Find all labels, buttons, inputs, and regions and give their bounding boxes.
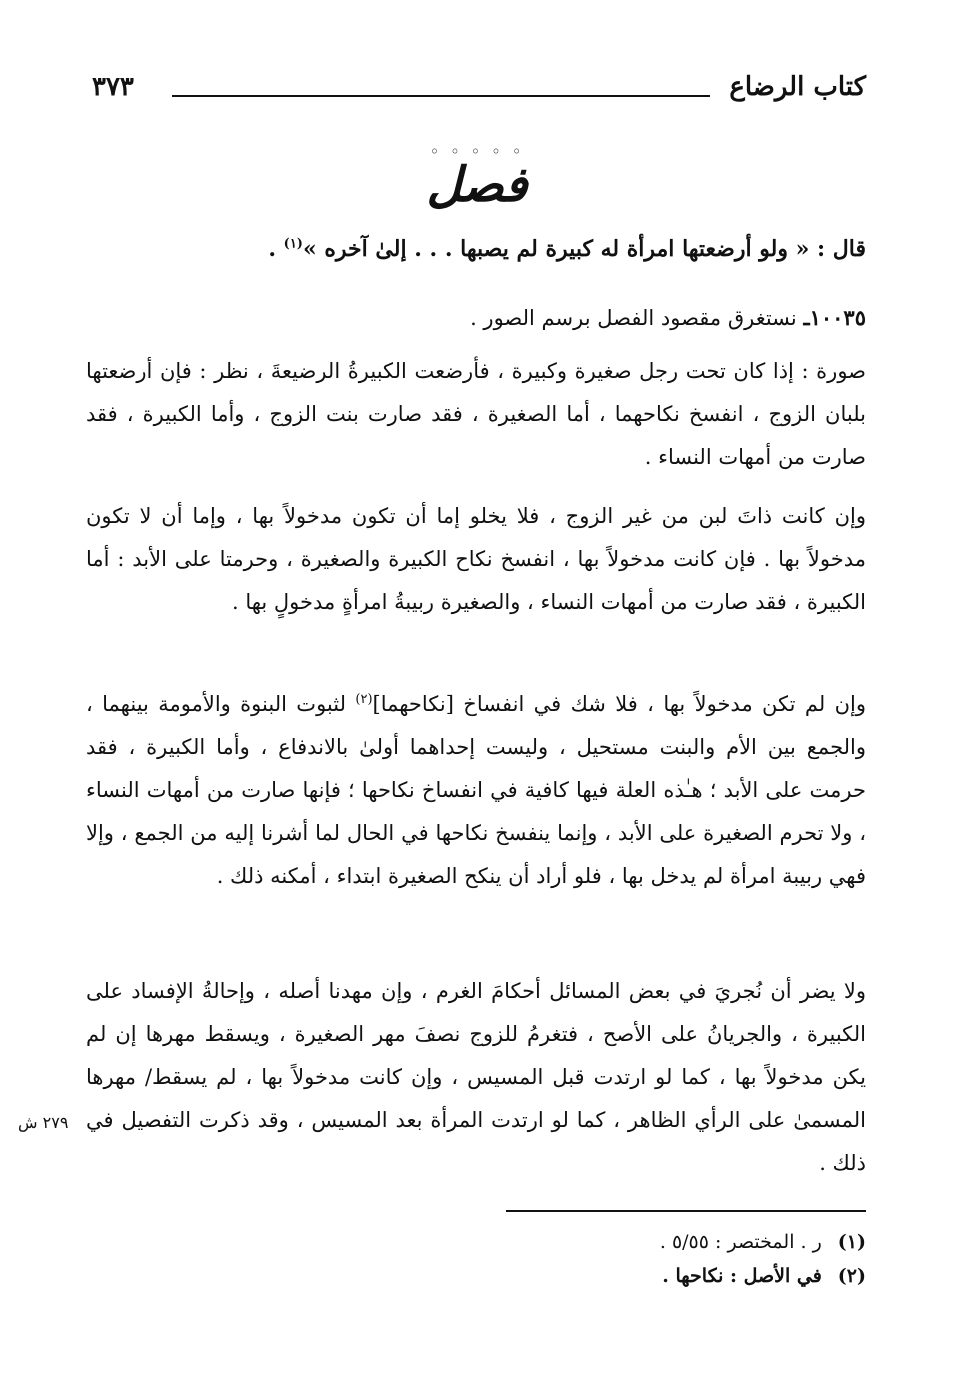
paragraph-3-start: وإن لم تكن مدخولاً بها ، فلا شك في انفساخ [نكاحهما] xyxy=(372,692,866,716)
ornament-dots-icon: ◦ ◦ ◦ ◦ ◦ xyxy=(429,142,525,161)
quote-line xyxy=(86,228,866,271)
paragraph-number: ١٠٠٣٥ـ xyxy=(803,305,866,330)
paragraph-4: ولا يضر أن نُجريَ في بعض المسائل أحكامَ الغرم ، وإن مهدنا أصله ، وإحالةُ الإفساد على الكبيرة ، والجريانُ على الأصح ، فتغرمُ للزوج نصفَ مهر الصغيرة ، ويسقط مهرها إن لم يكن مدخولاً بها ، كما لو ارتدت قبل المسيس ، وإن كانت مدخولاً بها ، لم يسقط/ مهرها المسمىٰ على الرأي الظاهر ، كما لو ارتدت المرأة بعد المسيس ، وقد ذكرت التفصيل في ذلك . xyxy=(86,979,866,1175)
header-rule xyxy=(172,95,710,97)
footnote-ref-1: (١) xyxy=(283,236,303,252)
footnote-number: (١) xyxy=(837,1231,866,1253)
paragraph-3-rest: لثبوت البنوة والأمومة بينهما ، والجمع بين الأم والبنت مستحيل ، وليست إحداهما أولىٰ بالاندفاع ، وأما الكبيرة ، فقد حرمت على الأبد ؛ هـٰذه العلة فيها كافية في انفساخ نكاحها ؛ فإنها صارت من أمهات النساء ، ولا تحرم الصغيرة على الأبد ، وإنما ينفسخ نكاحها في الحال لما أشرنا إليه من الجمع ، وإلا فهي ربيبة امرأة لم يدخل بها ، فلو أراد أن ينكح الصغيرة ابتداء ، أمكنه ذلك . xyxy=(86,692,866,888)
footnote-text: في الأصل : نكاحها . xyxy=(662,1265,822,1287)
footnote-2 xyxy=(86,1259,866,1293)
paragraph-3 xyxy=(86,683,866,898)
quote-end: . xyxy=(268,236,284,262)
section-heading-ornament xyxy=(377,142,577,220)
margin-folio-note: ٢٧٩ ش xyxy=(18,1113,69,1132)
footnote-rule xyxy=(506,1210,866,1212)
footnote-ref-2: (٢) xyxy=(355,692,373,707)
quote-text: قال : « ولو أرضعتها امرأة له كبيرة لم يصبها . . . إلىٰ آخره » xyxy=(302,236,866,262)
numbered-paragraph xyxy=(86,296,866,340)
paragraph-2: وإن كانت ذاتَ لبن من غير الزوج ، فلا يخلو إما أن تكون مدخولاً بها ، وإما أن لا تكون مدخولاً بها . فإن كانت مدخولاً بها ، انفسخ نكاح الكبيرة والصغيرة ، وحرمتا على الأبد : أما الكبيرة ، فقد صارت من أمهات النساء ، والصغيرة ربيبةُ امرأةٍ مدخولٍ بها . xyxy=(86,504,866,614)
page-number: ٣٧٣ xyxy=(92,72,134,102)
footnote-1 xyxy=(86,1225,866,1259)
paragraph-1: صورة : إذا كان تحت رجل صغيرة وكبيرة ، فأرضعت الكبيرةُ الرضيعةَ ، نظر : فإن أرضعتها بلبان الزوج ، انفسخ نكاحهما ، أما الصغيرة ، فقد صارت بنت الزوج ، وأما الكبيرة ، فقد صارت من أمهات النساء . xyxy=(86,359,866,469)
numbered-paragraph-text: نستغرق مقصود الفصل برسم الصور . xyxy=(470,306,804,330)
footnote-number: (٢) xyxy=(837,1265,866,1287)
section-heading-text: فصل xyxy=(426,157,528,213)
running-title: كتاب الرضاع xyxy=(729,72,866,102)
footnote-text: ر . المختصر : ٥/٥٥ . xyxy=(659,1231,822,1253)
footnotes xyxy=(86,1225,866,1293)
